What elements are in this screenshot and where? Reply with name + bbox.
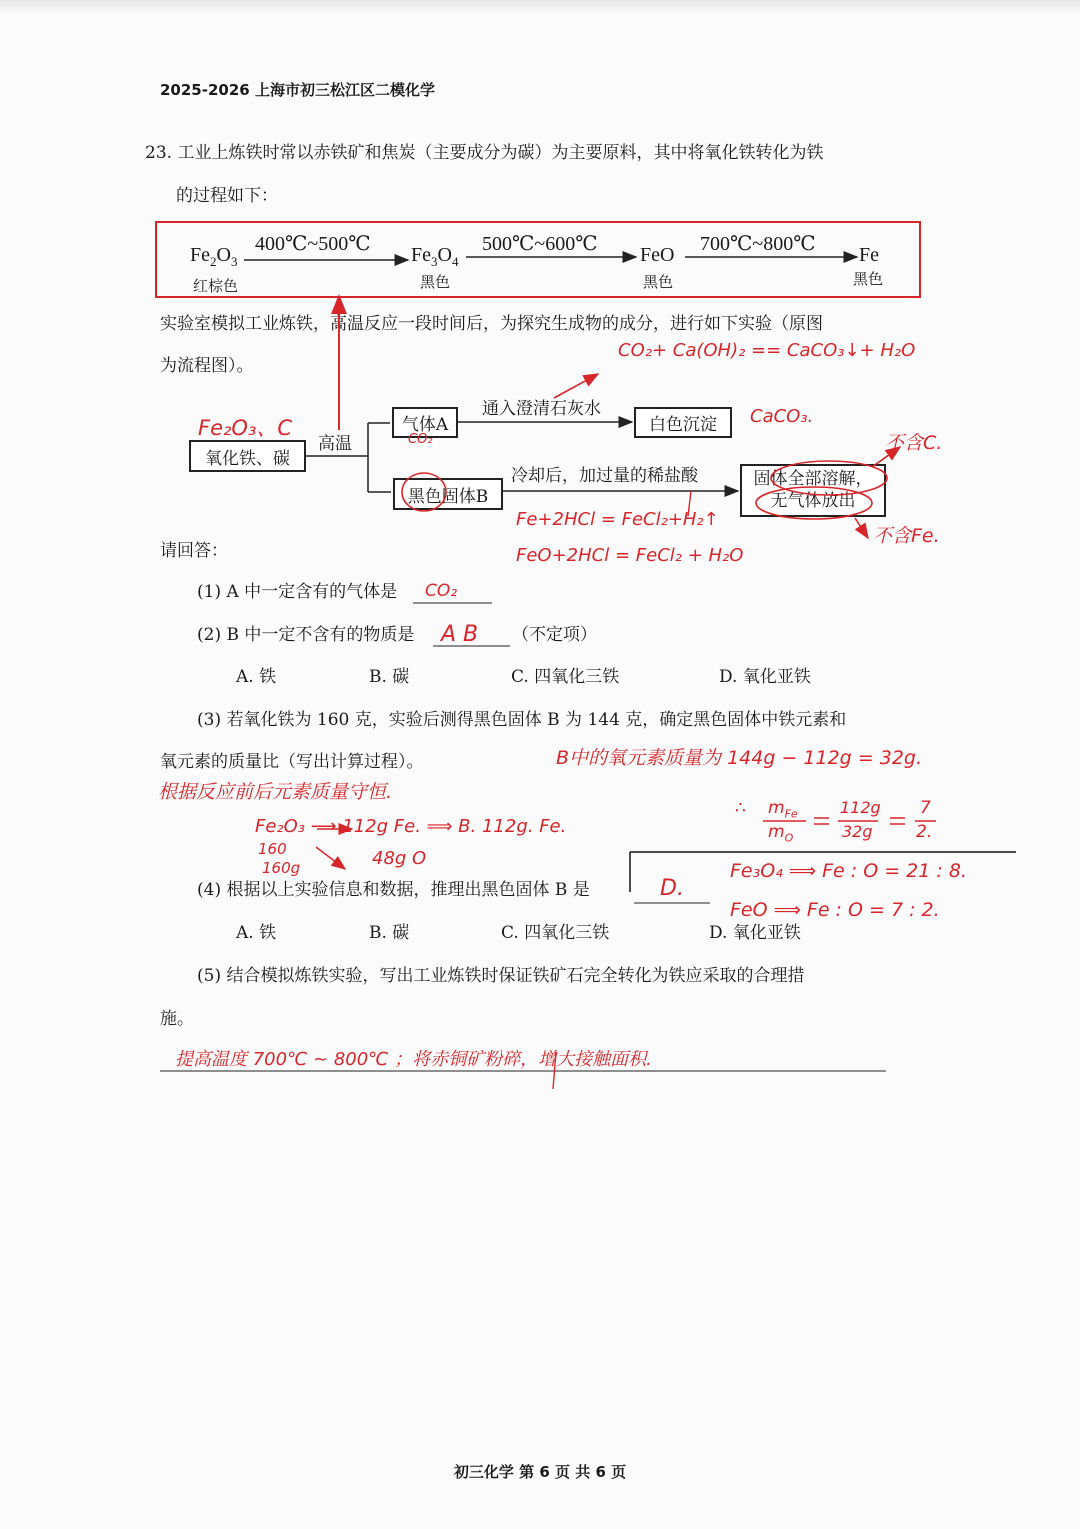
note-feo-hcl: FeO+2HCl = FeCl₂ + H₂O: [516, 545, 744, 566]
note-oxygen-mass: B中的氧元素质量为 144g − 112g = 32g.: [556, 747, 923, 769]
formula-feo: FeO: [640, 244, 675, 266]
note-caco3: CaCO₃.: [750, 406, 814, 427]
q5-line1: (5) 结合模拟炼铁实验，写出工业炼铁时保证铁矿石完全转化为铁应采取的合理措: [197, 966, 805, 986]
q4-text: (4) 根据以上实验信息和数据，推理出黑色固体 B 是: [197, 880, 590, 900]
temp-step3: 700℃~800℃: [700, 233, 816, 255]
q2-text: (2) B 中一定不含有的物质是: [197, 625, 415, 645]
question-stem-line1: 23. 工业上炼铁时常以赤铁矿和焦炭（主要成分为碳）为主要原料，其中将氧化铁转化为铁: [145, 143, 824, 163]
ratio-mid-numerator: 112g: [840, 798, 881, 817]
note-no-iron: 不含Fe.: [873, 525, 940, 547]
q2-option-c: C. 四氧化三铁: [511, 667, 620, 687]
note-calc-row1: Fe₂O₃ ⟶ 112g Fe. ⟹ B. 112g. Fe.: [255, 816, 567, 837]
ratio-end-denominator: 2.: [916, 822, 933, 842]
experiment-intro-line2: 为流程图）。: [160, 356, 254, 376]
flow-gas-action: 通入澄清石灰水: [482, 399, 601, 419]
red-circle-dissolve: [771, 461, 887, 495]
temp-step2: 500℃~600℃: [482, 233, 598, 255]
note-conservation: 根据反应前后元素质量守恒.: [158, 781, 393, 803]
red-circle-nogas: [756, 487, 872, 519]
note-calc-160a: 160: [258, 840, 287, 858]
color-label-fe: 黑色: [853, 270, 884, 288]
note-fe-hcl: Fe+2HCl = FeCl₂+H₂↑: [516, 509, 719, 530]
formula-fe3o4: $Fe_3O_4$: [411, 244, 459, 269]
ratio-denominator: $m_O$: [768, 822, 794, 845]
note-calc-160b: 160g: [262, 859, 301, 877]
temp-step1: 400℃~500℃: [255, 233, 371, 255]
red-arrow-gas-note: [554, 374, 598, 398]
color-label-fe2o3: 红棕色: [193, 277, 239, 295]
red-arrow-no-fe: [855, 518, 868, 538]
note-fe3o4-ratio: Fe₃O₄ ⟹ Fe : O = 21 : 8.: [730, 860, 967, 882]
q4-option-a: A. 铁: [236, 923, 277, 943]
formula-fe: Fe: [859, 244, 879, 266]
q4-option-c: C. 四氧化三铁: [501, 923, 610, 943]
answer-prompt: 请回答：: [160, 541, 228, 561]
formula-fe2o3: $Fe_2O_3$: [190, 244, 238, 269]
q2-option-b: B. 碳: [369, 667, 410, 687]
ratio-end-numerator: 7: [920, 798, 931, 818]
q1-answer: CO₂: [425, 581, 458, 601]
color-label-fe3o4: 黑色: [420, 273, 451, 291]
q3-line1: (3) 若氧化铁为 160 克，实验后测得黑色固体 B 为 144 克，确定黑色固体中铁元素和: [197, 710, 847, 730]
flow-solid-result-line1: 固体全部溶解，: [753, 469, 873, 490]
q2-answer: A B: [441, 622, 479, 647]
red-circle-black: [402, 473, 446, 511]
q4-answer: D.: [660, 876, 684, 901]
q4-option-d: D. 氧化亚铁: [709, 923, 801, 943]
note-calc-48: 48g O: [372, 848, 427, 869]
flow-start-box: 氧化铁、碳: [189, 440, 306, 472]
flow-gas-result-box: 白色沉淀: [634, 407, 732, 438]
q5-line2: 施。: [160, 1009, 194, 1029]
flow-solid-box: 黑色固体B: [393, 478, 503, 510]
flow-heat-label: 高温: [318, 434, 352, 454]
experiment-intro-line1: 实验室模拟工业炼铁，高温反应一段时间后，为探究生成物的成分，进行如下实验（原图: [160, 314, 823, 334]
q1-text: (1) A 中一定含有的气体是: [197, 582, 398, 602]
q3-line2: 氧元素的质量比（写出计算过程）。: [160, 752, 424, 772]
q2-option-a: A. 铁: [236, 667, 277, 687]
note-feo-ratio: FeO ⟹ Fe : O = 7 : 2.: [730, 899, 940, 921]
q5-handwritten-answer: 提高温度 700℃ ~ 800℃ ；将赤铜矿粉碎，增大接触面积.: [175, 1049, 652, 1070]
flow-solid-result-line2: 无气体放出: [770, 490, 856, 511]
q2-suffix: （不定项）: [512, 625, 597, 645]
red-calc-arrow2: [316, 847, 345, 869]
flow-gas-box: 气体A: [392, 407, 458, 438]
page-footer: 初三化学 第 6 页 共 6 页: [453, 1463, 627, 1481]
ratio-therefore: ∴: [735, 798, 746, 818]
exam-header: 2025-2026 上海市初三松江区二模化学: [160, 81, 435, 99]
note-fe2o3-c: Fe₂O₃、C: [198, 416, 293, 440]
ratio-mid-denominator: 32g: [842, 822, 873, 841]
note-co2-equation: CO₂+ Ca(OH)₂ == CaCO₃↓+ H₂O: [618, 340, 916, 361]
flow-solid-action: 冷却后，加过量的稀盐酸: [511, 466, 698, 486]
ratio-numerator: $m_{Fe}$: [768, 798, 798, 821]
question-stem-line2: 的过程如下：: [176, 186, 278, 206]
note-no-carbon: 不含C.: [885, 432, 943, 454]
q4-option-b: B. 碳: [369, 923, 410, 943]
color-label-feo: 黑色: [643, 273, 674, 291]
note-co2-under-gas: CO₂: [408, 432, 433, 447]
q2-option-d: D. 氧化亚铁: [719, 667, 811, 687]
